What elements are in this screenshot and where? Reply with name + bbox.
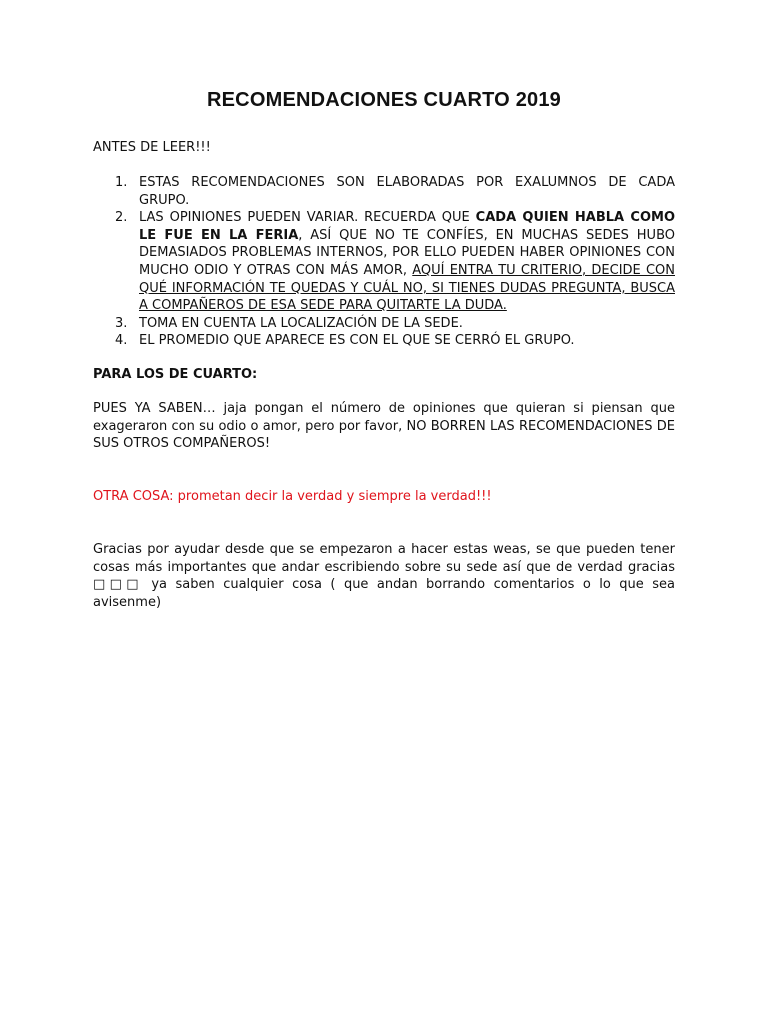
list-item xyxy=(93,174,675,209)
list-number: 2. xyxy=(115,210,128,226)
list-item xyxy=(93,315,675,333)
red-note: OTRA COSA: prometan decir la verdad y siempre la verdad!!! xyxy=(93,489,492,504)
list-item xyxy=(93,332,675,350)
list-number: 3. xyxy=(115,315,128,331)
list-number: 1. xyxy=(115,175,128,190)
underlined-emphasis: AQUÍ ENTRA TU CRITERIO, DECIDE CON QUÉ INFORMACIÓN TE QUEDAS Y CUÁL NO, SI TIENES DUDAS PREGUNTA, BUSCA A COMPAÑEROS DE ESA SEDE PARA QUITARTE LA DUDA. xyxy=(139,262,675,314)
document-title: RECOMENDACIONES CUARTO 2019 xyxy=(207,89,561,111)
list-item-text: EL PROMEDIO QUE APARECE ES CON EL QUE SE CERRÓ EL GRUPO. xyxy=(139,333,575,349)
list-number: 4. xyxy=(115,333,128,349)
bold-emphasis: CADA QUIEN HABLA COMO LE FUE EN LA FERIA xyxy=(139,210,675,243)
list-item-text: TOMA EN CUENTA LA LOCALIZACIÓN DE LA SEDE. xyxy=(139,315,463,331)
intro-text: ANTES DE LEER!!! xyxy=(93,140,211,155)
list-item-text: , ASÍ QUE NO TE CONFÍES, EN MUCHAS SEDES HUBO DEMASIADOS PROBLEMAS INTERNOS, POR ELLO PUEDEN HABER OPINIONES CON MUCHO ODIO Y OTRAS CON MÁS AMOR, xyxy=(139,227,675,278)
list-item-text: LAS OPINIONES PUEDEN VARIAR. RECUERDA QUE xyxy=(139,210,476,226)
list-item-text: ESTAS RECOMENDACIONES SON ELABORADAS POR EXALUMNOS DE CADA GRUPO. xyxy=(139,175,675,208)
section-heading: PARA LOS DE CUARTO: xyxy=(93,367,258,382)
paragraph-thanks: Gracias por ayudar desde que se empezaron a hacer estas weas, se que pueden tener cosas más importantes que andar escribiendo sobre su sede así que de verdad gracias □□□ ya saben cualquier cosa ( que andan borrando comentarios o lo que sea avisenme) xyxy=(93,542,675,610)
recommendation-list xyxy=(93,174,675,350)
list-item xyxy=(93,209,675,315)
paragraph-instructions: PUES YA SABEN… jaja pongan el número de opiniones que quieran si piensan que exageraron con su odio o amor, pero por favor, NO BORREN LAS RECOMENDACIONES DE SUS OTROS COMPAÑEROS! xyxy=(93,401,675,452)
